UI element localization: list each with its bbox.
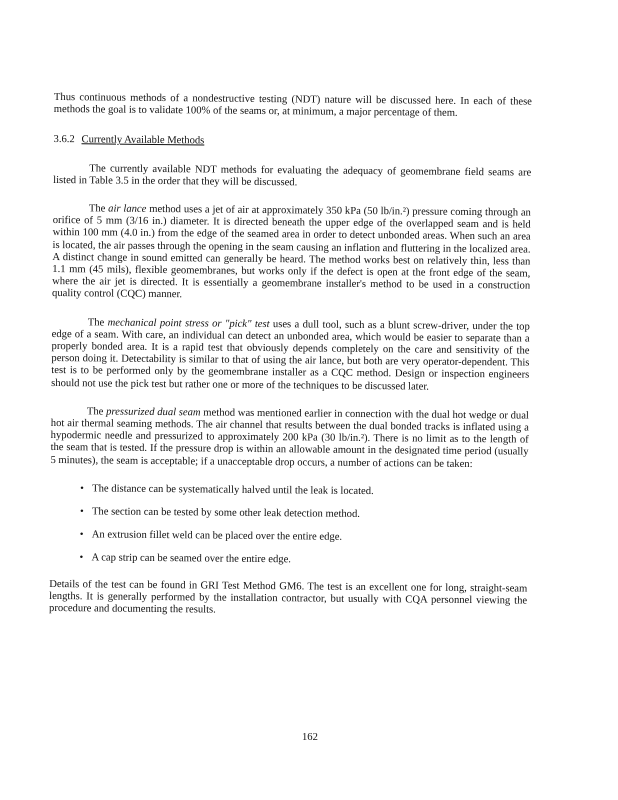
dual-seam-paragraph <box>50 406 529 472</box>
dual-seam-lead: The <box>86 406 107 418</box>
air-lance-lead: The <box>88 203 109 215</box>
dual-seam-body: method was mentioned earlier in connection with the dual hot wedge or dual hot air thermal seaming methods. The air channel that results between the dual bonded tracks is inflated using a hypodermic needle and pressurized to approximately 200 kPa (30 lb/in.²). There is no limit as to the length of the seam that is tested. If the pressure drop is within an allowable amount in the designated time period (usually 5 minutes), the seam is acceptable; if a unacceptable drop occurs, a number of actions can be taken: <box>50 407 529 470</box>
section-title: Currently Available Methods <box>81 134 205 147</box>
page-number: 162 <box>302 732 318 743</box>
bullet-icon: • <box>79 552 84 564</box>
list-item-text: An extrusion fillet weld can be placed over the entire edge. <box>91 529 343 544</box>
ndt-methods-paragraph: The currently available NDT methods for evaluating the adequacy of geomembrane field seams are listed in Table 3.5 in the order that they will be discussed. <box>53 162 532 189</box>
bullet-icon: • <box>79 529 84 541</box>
air-lance-paragraph <box>52 203 531 305</box>
list-item-text: The section can be tested by some other leak detection method. <box>91 506 361 521</box>
air-lance-body: method uses a jet of air at approximately 350 kPa (50 lb/in.²) pressure coming through an orifice of 5 mm (3/16 in.) diameter. It is directed beneath the upper edge of the overlapped seam and is held within 100 mm (4.0 in.) from the edge of the seamed area in order to detect unbonded areas. When such an area is located, the air passes through the opening in the seam causing an inflation and fluttering in the localized area. A distinct change in sound emitted can generally be heard. The method works best on relatively thin, less than 1.1 mm (45 mils), flexible geomembranes, but works only if the defect is open at the front edge of the seam, where the air jet is directed. It is essentially a geomembrane installer's method to be used in a construction quality control (CQC) manner. <box>52 203 531 301</box>
document-body <box>49 92 532 620</box>
pick-test-term: mechanical point stress or "pick" test <box>107 317 270 330</box>
actions-list <box>49 483 528 569</box>
list-item <box>49 552 527 569</box>
list-item-text: The distance can be systematically halved until the leak is located. <box>92 483 374 497</box>
pick-test-paragraph <box>51 317 530 395</box>
intro-paragraph: Thus continuous methods of a nondestructive testing (NDT) nature will be discussed here. In each of these methods the goal is to validate 100% of the seams or, at minimum, a major percentage of them. <box>53 92 532 120</box>
pick-test-body: uses a dull tool, such as a blunt screw-driver, under the top edge of a seam. With care, an individual can detect an unbonded area, which would be easier to separate than a properly bonded area. It is a rapid test that obviously depends completely on the care and sensitivity of the person doing it. Detectability is similar to that of using the air lance, but both are very operator-dependent. This test is to be performed only by the geomembrane installer as a CQC method. Design or inspection engineers should not use the pick test but rather one or more of the techniques to be discussed later. <box>51 318 530 393</box>
list-item-text: A cap strip can be seamed over the entire edge. <box>91 552 292 566</box>
list-item <box>50 483 528 500</box>
pick-test-lead: The <box>87 316 108 329</box>
list-item <box>50 506 528 523</box>
bullet-icon: • <box>80 483 84 495</box>
dual-seam-term: pressurized dual seam <box>106 406 201 419</box>
list-item <box>50 529 528 546</box>
closing-paragraph: Details of the test can be found in GRI Test Method GM6. The test is an excellent one for long, straight-seam lengths. It is generally performed by the installation contractor, but usually with CQA personnel viewing the procedure and documenting the results. <box>48 578 528 616</box>
bullet-icon: • <box>79 506 84 518</box>
air-lance-term: air lance <box>108 203 147 215</box>
section-number: 3.6.2 <box>53 134 75 146</box>
section-heading <box>53 134 531 151</box>
